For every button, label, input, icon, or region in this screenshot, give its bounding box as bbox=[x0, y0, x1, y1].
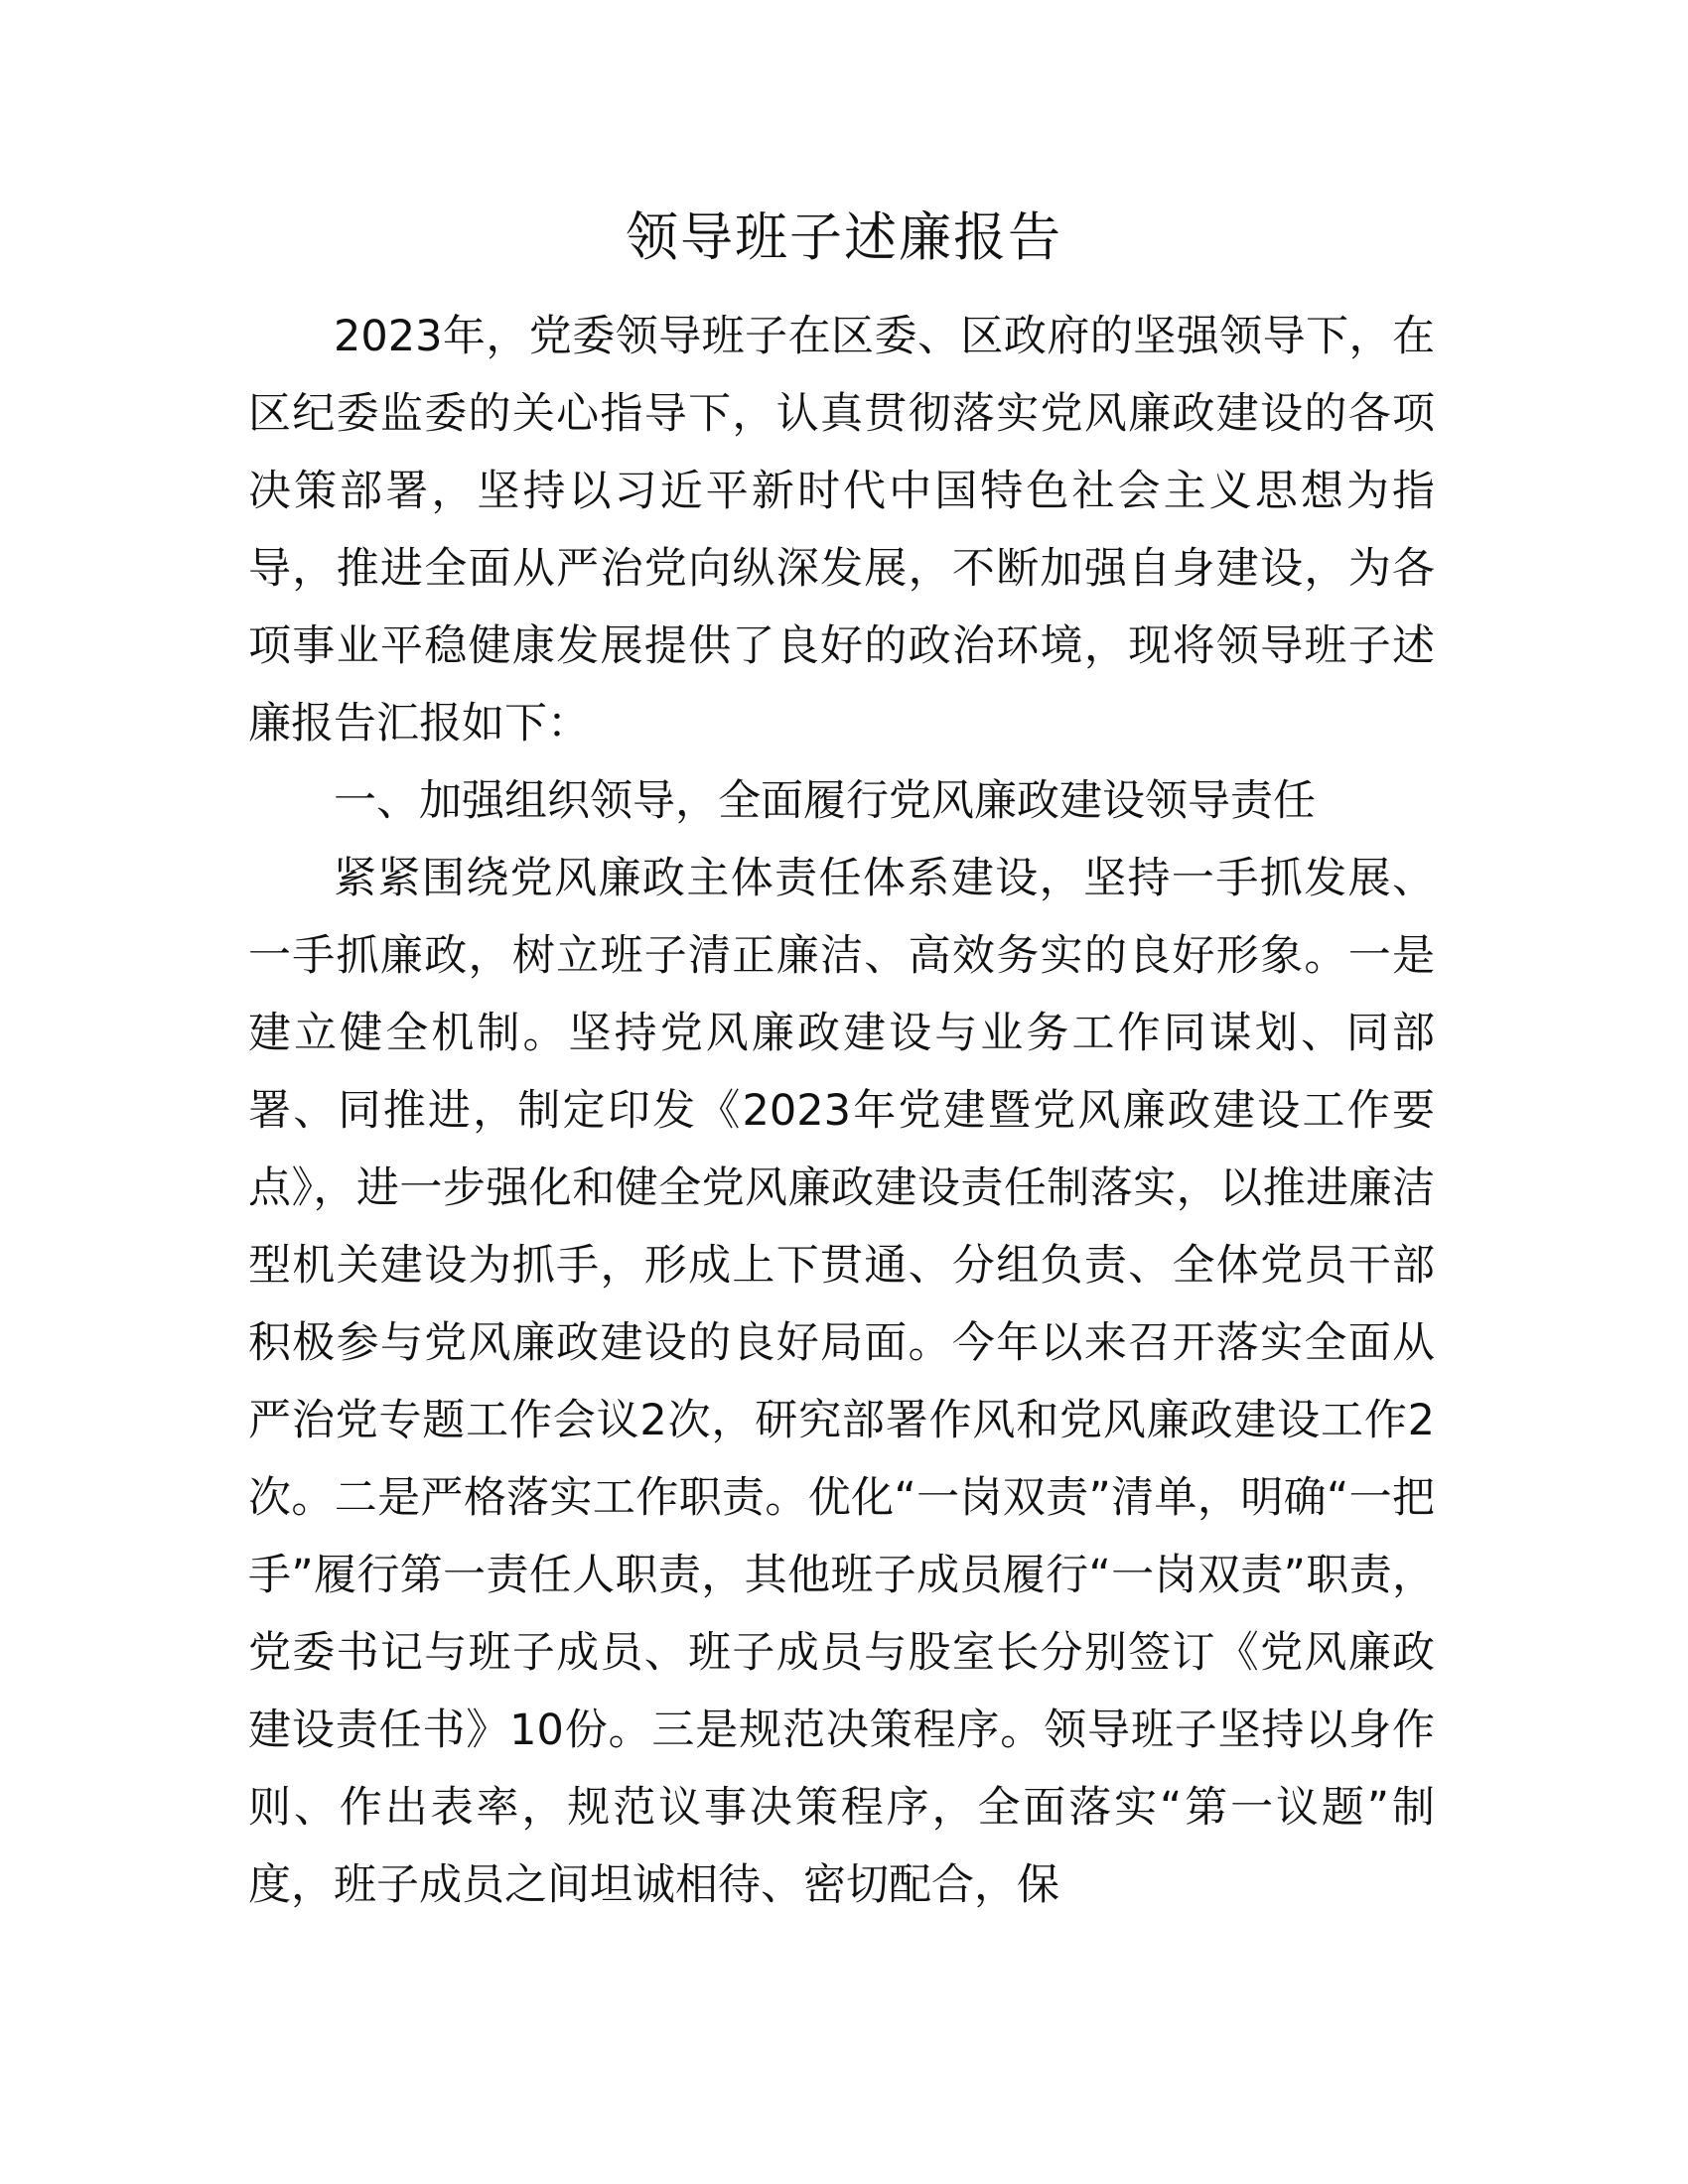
document-body bbox=[248, 298, 1435, 1924]
paragraph-intro: 2023年，党委领导班子在区委、区政府的坚强领导下，在区纪委监委的关心指导下，认真贯彻落实党风廉政建设的各项决策部署，坚持以习近平新时代中国特色社会主义思想为指导，推进全面从严治党向纵深发展，不断加强自身建设，为各项事业平稳健康发展提供了良好的政治环境，现将领导班子述廉报告汇报如下： bbox=[248, 312, 1435, 749]
paragraph-section-1: 紧紧围绕党风廉政主体责任体系建设，坚持一手抓发展、一手抓廉政，树立班子清正廉洁、高效务实的良好形象。一是建立健全机制。坚持党风廉政建设与业务工作同谋划、同部署、同推进，制定印发《2023年党建暨党风廉政建设工作要点》，进一步强化和健全党风廉政建设责任制落实，以推进廉洁型机关建设为抓手，形成上下贯通、分组负责、全体党员干部积极参与党风廉政建设的良好局面。今年以来召开落实全面从严治党专题工作会议2次，研究部署作风和党风廉政建设工作2次。二是严格落实工作职责。优化“一岗双责”清单，明确“一把手”履行第一责任人职责，其他班子成员履行“一岗双责”职责，党委书记与班子成员、班子成员与股室长分别签订《党风廉政建设责任书》10份。三是规范决策程序。领导班子坚持以身作则、作出表率，规范议事决策程序，全面落实“第一议题”制度，班子成员之间坦诚相待、密切配合，保 bbox=[248, 854, 1435, 1910]
section-heading-1: 一、加强组织领导，全面履行党风廉政建设领导责任 bbox=[334, 776, 1316, 826]
page-title: 领导班子述廉报告 bbox=[626, 207, 1062, 268]
